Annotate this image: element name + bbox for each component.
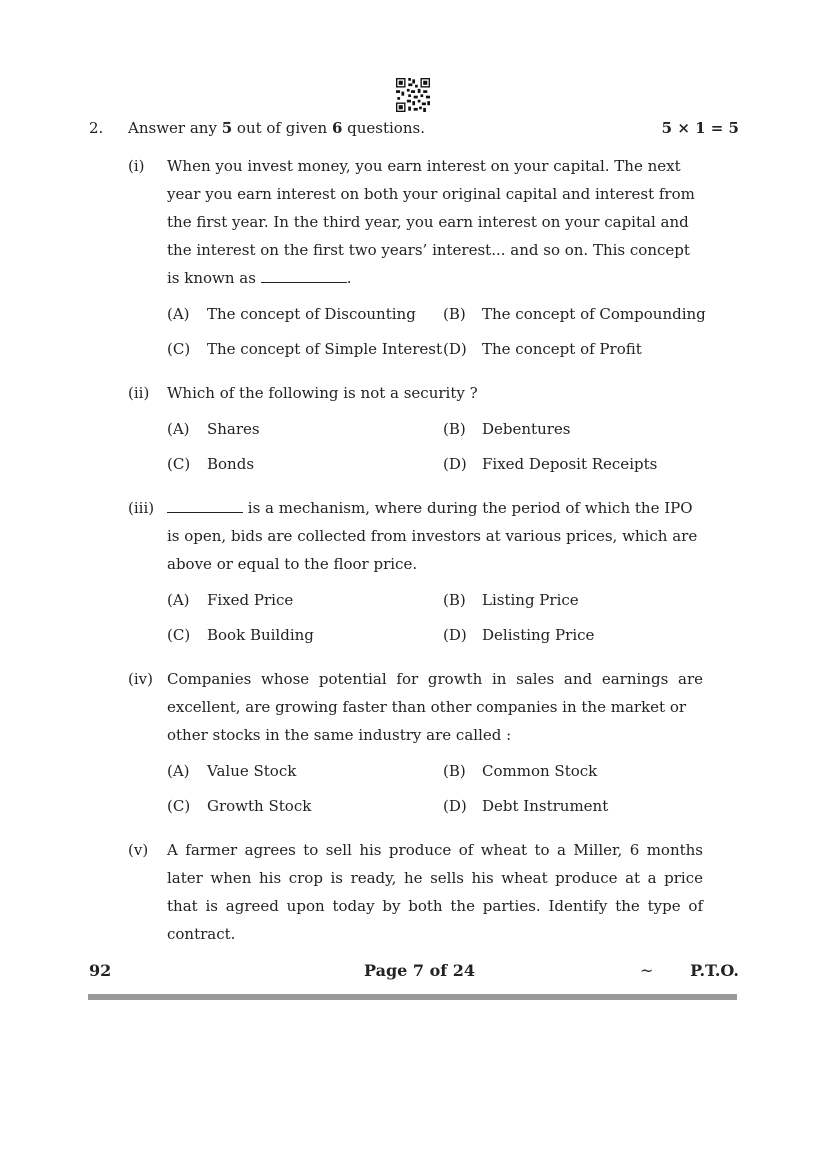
option-letter: (A) — [167, 420, 190, 438]
option-letter: (A) — [167, 305, 190, 323]
option-letter: (D) — [443, 626, 467, 644]
option-letter: (B) — [443, 762, 466, 780]
please-turn-over: P.T.O. — [690, 961, 739, 980]
subquestion-number: (i) — [128, 157, 145, 175]
subquestion-number: (ii) — [128, 384, 150, 402]
option-text: Shares — [207, 420, 260, 438]
paper-code: 92 — [89, 961, 112, 980]
text-line: A farmer agrees to sell his produce of wheat to a Miller, 6 months — [167, 841, 703, 859]
option-text: Common Stock — [482, 762, 598, 780]
option-letter: (C) — [167, 340, 191, 358]
option-letter: (D) — [443, 455, 467, 473]
option-text: Bonds — [207, 455, 255, 473]
text-line: above or equal to the floor price. — [167, 555, 418, 573]
subquestion-text — [167, 836, 703, 948]
text-line: Companies whose potential for growth in sales and earnings are — [167, 670, 703, 688]
option-letter: (D) — [443, 340, 467, 358]
subquestion-number: (iii) — [128, 499, 155, 517]
option-text: The concept of Simple Interest — [207, 340, 443, 358]
option-letter: (B) — [443, 591, 466, 609]
subquestion-text — [167, 152, 703, 292]
text-line: the first year. In the third year, you earn interest on your capital and — [167, 213, 689, 231]
option-letter: (C) — [167, 455, 191, 473]
subquestion-text — [167, 665, 703, 749]
option-letter: (A) — [167, 591, 190, 609]
subquestion-text: Which of the following is not a security ? — [167, 384, 478, 402]
text-line: later when his crop is ready, he sells his wheat produce at a price — [167, 869, 703, 887]
answer-blank — [167, 498, 243, 513]
option-text: Debentures — [482, 420, 571, 438]
option-letter: (C) — [167, 626, 191, 644]
text-line: When you invest money, you earn interest on your capital. The next — [167, 157, 681, 175]
text-line: is known as . — [167, 269, 352, 287]
option-text: Listing Price — [482, 591, 579, 609]
text-line: is open, bids are collected from investors at various prices, which are — [167, 527, 698, 545]
tilde-mark: ~ — [640, 961, 654, 980]
option-letter: (B) — [443, 305, 466, 323]
question-instruction: Answer any 5 out of given 6 questions. — [128, 119, 425, 137]
option-letter: (D) — [443, 797, 467, 815]
option-text: Fixed Deposit Receipts — [482, 455, 658, 473]
qr-code-icon — [396, 78, 430, 112]
text-line: the interest on the first two years’ interest... and so on. This concept — [167, 241, 690, 259]
option-text: Fixed Price — [207, 591, 294, 609]
option-letter: (A) — [167, 762, 190, 780]
text-line: is a mechanism, where during the period of which the IPO — [167, 494, 703, 522]
answer-blank — [261, 268, 347, 283]
option-letter: (B) — [443, 420, 466, 438]
option-text: Debt Instrument — [482, 797, 609, 815]
option-text: Book Building — [207, 626, 314, 644]
text-line: year you earn interest on both your original capital and interest from — [167, 185, 695, 203]
text-line: excellent, are growing faster than other companies in the market or — [167, 698, 687, 716]
text-line: contract. — [167, 925, 236, 943]
option-letter: (C) — [167, 797, 191, 815]
subquestion-text — [167, 494, 703, 578]
option-text: Value Stock — [207, 762, 297, 780]
subquestion-number: (iv) — [128, 670, 153, 688]
text-line: other stocks in the same industry are called : — [167, 726, 512, 744]
question-marks: 5 × 1 = 5 — [661, 119, 739, 137]
option-text: Delisting Price — [482, 626, 595, 644]
option-text: The concept of Discounting — [207, 305, 416, 323]
footer-divider — [88, 994, 737, 1000]
question-number: 2. — [89, 119, 104, 137]
subquestion-number: (v) — [128, 841, 149, 859]
page-number: Page 7 of 24 — [364, 961, 475, 980]
option-text: Growth Stock — [207, 797, 312, 815]
option-text: The concept of Compounding — [482, 305, 706, 323]
text-line: that is agreed upon today by both the parties. Identify the type of — [167, 897, 703, 915]
option-text: The concept of Profit — [482, 340, 642, 358]
